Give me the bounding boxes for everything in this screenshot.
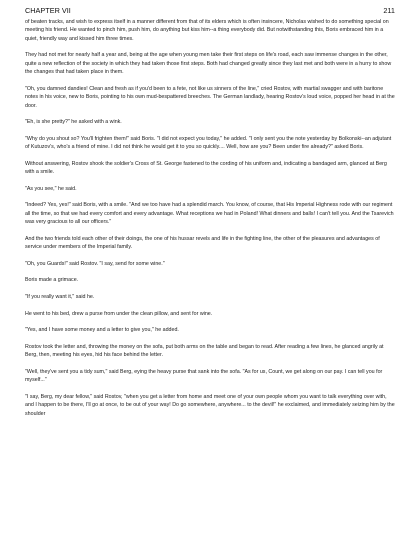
paragraph: of beaten tracks, and wish to express itself in a manner different from that of its elders which is often insincere, Nicholas wished to do something special on meeting his friend. He wanted to pinch him, push him, do anything but kiss him--a thing everybody did. But notwithstanding this, Boris embraced him in a quiet, friendly way and kissed him three times.	[25, 19, 389, 42]
paragraph: Rostov took the letter and, throwing the money on the sofa, put both arms on the table and began to read. After reading a few lines, he glanced angrily at Berg, then, meeting his eyes, hid his face behind the letter.	[25, 343, 384, 359]
paragraph: "Indeed? Yes, yes!" said Boris, with a smile. "And we too have had a splendid march. You know, of course, that His Imperial Highness rode with our regiment all the time, so that we had every comfort and every advantage. What receptions we had in Poland! What dinners and balls! I can't tell you. And the Tsarevich was very gracious to all our officers."	[25, 202, 394, 226]
paragraph: Without answering, Rostov shook the soldier's Cross of St. George fastened to the cording of his uniform and, indicating a bandaged arm, glanced at Berg with a smile.	[25, 160, 387, 176]
paragraph: "I say, Berg, my dear fellow," said Rostov, "when you get a letter from home and meet one of your own people whom you want to talk everything over with, and I happen to be there, I'll go at once, to be out of your way! Do go somewhere, anywhere... to the devil!" he exclaimed, and immediately seizing him by the shoulder	[25, 393, 395, 417]
page-header	[25, 5, 395, 17]
page-number: 211	[383, 6, 395, 15]
paragraph: "Well, they've sent you a tidy sum," said Berg, eying the heavy purse that sank into the sofa. "As for us, Count, we get along on our pay. I can tell you for myself..."	[25, 368, 383, 384]
paragraph: "If you really want it," said he.	[25, 294, 95, 300]
paragraph: They had not met for nearly half a year and, being at the age when young men take their first steps on life's road, each saw immense changes in the other, quite a new reflection of the society in which they had taken those first steps. Both had changed greatly since they last met and both were in a hurry to show the changes that had taken place in them.	[25, 52, 392, 76]
chapter-title: CHAPTER VII	[25, 6, 71, 15]
paragraph: "Eh, is she pretty?" he asked with a wink.	[25, 119, 122, 126]
paragraph: And the two friends told each other of their doings, the one of his hussar revels and life in the fighting line, the other of the pleasures and advantages of service under members of the Imperial family.	[25, 235, 380, 251]
paragraph: "Oh, you Guards!" said Rostov. "I say, send for some wine."	[25, 260, 165, 267]
paragraph: "Yes, and I have some money and a letter to give you," he added.	[25, 327, 179, 334]
paragraph: He went to his bed, drew a purse from under the clean pillow, and sent for wine.	[25, 310, 213, 317]
paragraph: "Oh, you damned dandies! Clean and fresh as if you'd been to a fete, not like us sinners of the line," cried Rostov, with martial swagger and with baritone notes in his voice, new to Boris, pointing to his own mud-bespattered breeches. The German landlady, hearing Rostov's loud voice, popped her head in at the door.	[25, 85, 395, 109]
page-body	[25, 18, 395, 555]
paragraph: Boris made a grimace.	[25, 277, 79, 284]
paragraph: "As you see," he said.	[25, 185, 77, 192]
paragraph: "Why do you shout so? You'll frighten them!" said Boris. "I did not expect you today," he added. "I only sent you the note yesterday by Bolkonski--an adjutant of Kutuzov's, who's a friend of mine. I did not think he would get it to you so quickly.... Well, how are you? Been under fire already?" asked Boris.	[25, 135, 392, 151]
